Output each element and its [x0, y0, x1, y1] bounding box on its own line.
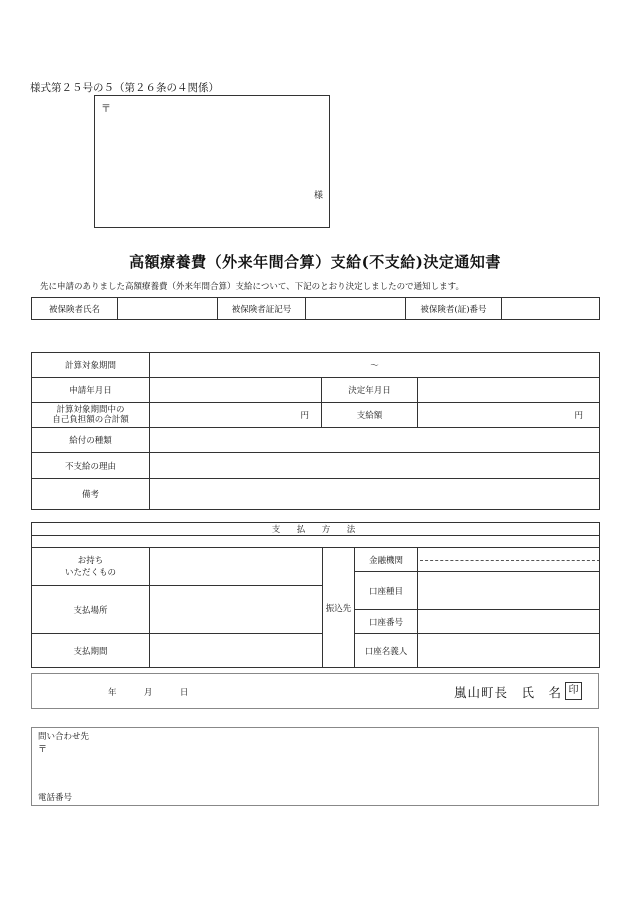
account-holder-field[interactable]: [418, 634, 600, 668]
payment-spacer-row: [32, 536, 600, 548]
insured-name-label: 被保険者氏名: [32, 298, 118, 320]
remarks-label: 備考: [32, 479, 150, 510]
bank-field[interactable]: [418, 548, 600, 572]
period-label: 計算対象期間: [32, 353, 150, 378]
account-holder-label: 口座名義人: [355, 634, 418, 668]
self-pay-label-line2: 自己負担額の合計額: [52, 415, 129, 425]
day-label: 日: [179, 688, 189, 698]
mayor-name: 嵐山町長 氏 名: [453, 685, 562, 700]
benefit-label: 支給額: [322, 403, 418, 428]
month-label: 月: [143, 688, 153, 698]
honorific: 様: [313, 191, 323, 201]
insured-info-table: [31, 297, 600, 320]
account-number-label: 口座番号: [355, 610, 418, 634]
reject-reason-label: 不支給の理由: [32, 453, 150, 479]
bring-items-label-line2: いただくもの: [64, 567, 116, 578]
issue-date: [108, 686, 188, 698]
account-number-field[interactable]: [418, 610, 600, 634]
payment-period-field[interactable]: [150, 634, 323, 668]
account-type-field[interactable]: [418, 572, 600, 610]
apply-date-label: 申請年月日: [32, 378, 150, 403]
self-pay-label: [32, 403, 150, 428]
decision-date-field[interactable]: [418, 378, 600, 403]
card-symbol-field[interactable]: [306, 298, 406, 320]
insured-name-field[interactable]: [118, 298, 218, 320]
form-number: 様式第２５号の５（第２６条の４関係）: [30, 82, 219, 94]
payment-place-field[interactable]: [150, 586, 323, 634]
reject-reason-field[interactable]: [150, 453, 600, 479]
benefit-field[interactable]: [418, 403, 600, 428]
self-pay-field[interactable]: [150, 403, 322, 428]
bring-items-label: [32, 548, 150, 586]
address-box: [94, 95, 330, 228]
payment-table: [31, 522, 600, 668]
bank-dashed-line: [420, 559, 600, 561]
inquiry-label: 問い合わせ先: [38, 732, 90, 742]
document-title: 高額療養費（外来年間合算）支給(不支給)決定通知書: [129, 253, 501, 271]
remarks-field[interactable]: [150, 479, 600, 510]
bank-label: 金融機関: [355, 548, 418, 572]
benefit-type-label: 給付の種類: [32, 428, 150, 453]
bring-items-label-line1: お持ち: [77, 555, 104, 566]
intro-text: 先に申請のありました高額療養費（外来年間合算）支給について、下記のとおり決定しましたので通知します。: [40, 282, 464, 292]
phone-label: 電話番号: [38, 793, 73, 803]
self-pay-label-line1: 計算対象期間中の: [56, 405, 125, 415]
payment-place-label: 支払場所: [32, 586, 150, 634]
bring-items-field[interactable]: [150, 548, 323, 586]
contact-box: [31, 727, 599, 806]
card-symbol-label: 被保険者証記号: [218, 298, 306, 320]
period-field[interactable]: [150, 353, 600, 378]
details-table: [31, 352, 600, 510]
decision-date-label: 決定年月日: [322, 378, 418, 403]
benefit-type-field[interactable]: [150, 428, 600, 453]
contact-postal-mark: 〒: [38, 745, 48, 755]
payment-period-label: 支払期間: [32, 634, 150, 668]
yen-unit: 円: [574, 411, 584, 421]
account-type-label: 口座種目: [355, 572, 418, 610]
signature-box: [31, 673, 599, 709]
card-number-field[interactable]: [502, 298, 600, 320]
payment-header: 支 払 方 法: [32, 523, 600, 536]
transfer-label: 振込先: [323, 548, 355, 668]
seal-mark: 印: [565, 682, 582, 700]
postal-mark: 〒: [101, 104, 111, 115]
year-label: 年: [108, 688, 117, 698]
card-number-label: 被保険者(証)番号: [406, 298, 502, 320]
period-separator: ～: [370, 361, 379, 371]
yen-unit: 円: [300, 411, 309, 421]
apply-date-field[interactable]: [150, 378, 322, 403]
